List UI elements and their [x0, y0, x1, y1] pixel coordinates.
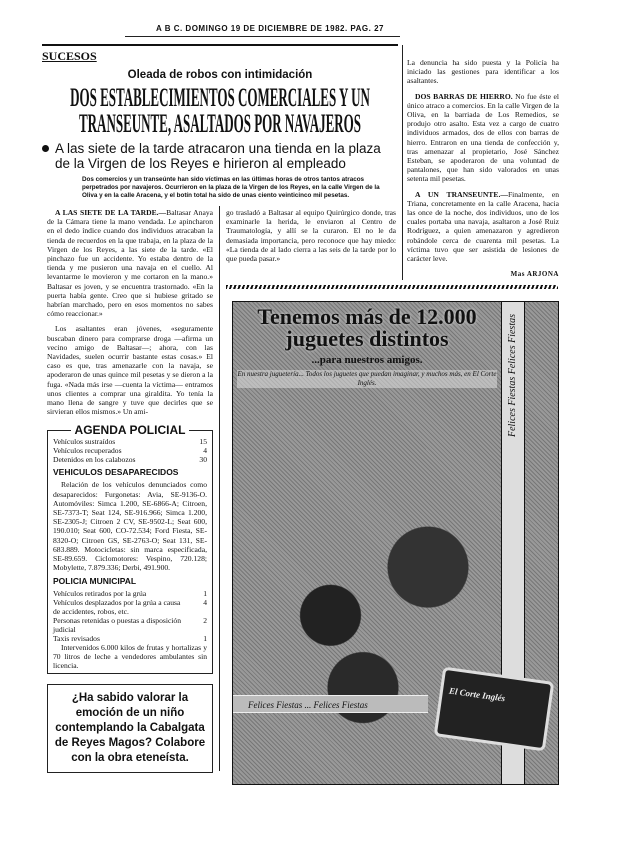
- header-rule: [125, 36, 400, 37]
- paragraph: [407, 190, 559, 264]
- stat-label: Taxis revisados: [53, 633, 100, 643]
- article-column-2: [226, 208, 396, 269]
- stat-row: [53, 616, 207, 634]
- stat-label: Personas retenidas o puestas a disposición judicial: [53, 615, 182, 634]
- stat-value: 2: [203, 615, 207, 625]
- stat-row: [53, 455, 207, 464]
- article-deck: [42, 141, 398, 171]
- stat-value: 1: [203, 588, 207, 598]
- paragraph-text: Los asaltantes eran jóvenes, «seguramente buscaban dinero para comprarse droga —afirma un vecino amigo de Baltasar—; ahora, con las Navidades, suelen ocurrir bastante estas cosas.» El caso es que, tras amenazarle con la navaja, se apoderaron de unas quince mil pesetas y se dieron a la fuga. «Nada más irse —cuenta la víctima— entramos unos clientes a comprar una giraldita. Yo tenía la mano llena de sangre y tuve que decirles que se sirvieran ellos mismos.» Un ami-: [47, 324, 213, 417]
- paragraph-text: Finalmente, en Triana, concretamente en la calle Aracena, hacia las once de la noche, dos individuos, uno de los cuales portaba una navaja, asaltaron a José Ruiz Rodríguez, a quien amenazaron y agredieron robándole cerca de cuarenta mil pesetas. La víctima tuvo que ser asistida de lesiones de carácter leve.: [407, 189, 559, 264]
- missing-vehicles-title: VEHICULOS DESAPARECIDOS: [53, 467, 179, 478]
- stat-label: Vehículos recuperados: [53, 446, 122, 456]
- article-kicker: Oleada de robos con intimidación: [127, 69, 313, 81]
- stat-value: 30: [199, 455, 207, 465]
- paragraph-lead: A UN TRANSEUNTE.—: [415, 189, 508, 199]
- stat-value: 1: [203, 633, 207, 643]
- paragraph-text: La denuncia ha sido puesta y la Policía ha iniciado las gestiones para identificar a los asaltantes.: [407, 58, 559, 86]
- page-header: A B C. DOMINGO 19 DE DICIEMBRE DE 1982. PAG. 27: [156, 24, 384, 33]
- stat-row: [53, 446, 207, 455]
- article-column-1: [47, 208, 213, 416]
- paragraph: [407, 92, 559, 184]
- article-top-block: [42, 44, 398, 200]
- stat-row: [53, 589, 207, 598]
- stat-row: [53, 598, 207, 616]
- paragraph-text: go trasladó a Baltasar al equipo Quirúrgico donde, tras examinarle la herida, le enviaron al Centro de Traumatología, y allí se la curaron. El no le da demasiada importancia, pero reconoce que hay miedo: «La tienda de al lado cierra a las seis de la tarde por lo que pueda pasar.»: [226, 208, 396, 264]
- agenda-title: AGENDA POLICIAL: [71, 423, 190, 437]
- section-rule: [42, 44, 398, 46]
- stat-label: Vehículos retirados por la grúa: [53, 588, 147, 598]
- section-label: SUCESOS: [42, 49, 97, 63]
- left-column-stack: [47, 208, 213, 773]
- missing-vehicles-text: Relación de los vehículos denunciados como desaparecidos: Furgonetas: Avia, SE-9136-O. Automóviles: Simca 1.200, SE-6866-A; Citroen, SE-7373-T; Seat 124, SE-916.966; Simca 1.200, SE-2305-J; Citroen 2 CV, SE-9502-L; Seat 600, 190.010; Seat 600, CO-72.534; Ford Fiesta, SE-8320-O; Citroen GS, SE-2763-O; Seat 131, SE-683.889. Motocicletas: sin marca especificada, SE-89.659. Ciclomotores: Vespino, 720.128; Mobylette, 7.879.336; Derbi, 491.900.: [53, 480, 207, 573]
- ad-banner: Felices Fiestas ... Felices Fiestas: [233, 695, 428, 713]
- municipal-text: Intervenidos 6.000 kilos de frutas y hortalizas y 70 litros de leche a vendedores ambulantes sin licencia.: [53, 642, 207, 670]
- paragraph-lead: A LAS SIETE DE LA TARDE.—: [55, 208, 167, 217]
- stat-row: [53, 634, 207, 643]
- ad-logo-sign: El Corte Inglés: [434, 667, 555, 752]
- column-divider: [402, 45, 403, 280]
- ad-title: Tenemos más de 12.000 juguetes distintos: [257, 304, 477, 351]
- promo-box: ¿Ha sabido valorar la emoción de un niño contemplando la Cabalgata de Reyes Magos? Colabore con la obra eteneísta.: [47, 684, 213, 773]
- municipal-title: POLICIA MUNICIPAL: [53, 575, 137, 586]
- deck-text: A las siete de la tarde atracaron una tienda en la plaza de la Virgen de los Reyes e hirieron al empleado: [55, 141, 381, 171]
- stat-value: 4: [203, 446, 207, 456]
- agenda-policial-box: [47, 423, 213, 674]
- ad-text-block: [237, 306, 497, 388]
- headline-container: [42, 85, 398, 139]
- stat-label: Vehículos desplazados por la grúa a causa de accidentes, robos, etc.: [53, 597, 181, 616]
- column-divider: [219, 206, 220, 771]
- paragraph: [47, 324, 213, 416]
- paragraph: [47, 208, 213, 318]
- stat-row: [53, 437, 207, 446]
- ribbon-text: Felices Fiestas Felices Fiestas: [507, 314, 518, 438]
- article-summary: Dos comercios y un transeúnte han sido víctimas en las últimas horas de otros tantos atracos perpetrados por navajeros. Ocurrieron en la plaza de la Virgen de los Reyes, en la calle Virgen de la Oliva y en la calle Aracena, y el botín total ha sido de unas ciento veinticinco mil pesetas.: [82, 176, 380, 199]
- ad-copy: En nuestra juguetería... Todos los juguetes que puedan imaginar, y muchos más, en El Corte Inglés.: [237, 370, 497, 387]
- paragraph-text: Baltasar Anaya de la Cámara tiene la mano vendada. Le apincharon en el dedo índice cuando dos individuos atracaban la tienda de recuerdos en la que trabaja, en la plaza de la Virgen de los Reyes, a las siete de la tarde. «El pinchazo fue un accidente. Yo estaba dentro de la tienda y me pusieron una navaja en el cuello. Al levantarme le movieron y me cortaron en la mano.» Baltasar es joven, y se encuentra trastornado. «En la puerta había gente. Creo que si hubiese gritado se habrían marchado, pero en esos momentos no sabes cómo reaccionar.»: [47, 208, 213, 319]
- stat-value: 15: [199, 437, 207, 447]
- paragraph-lead: DOS BARRAS DE HIERRO.: [415, 91, 513, 101]
- stat-label: Detenidos en los calabozos: [53, 455, 136, 465]
- stat-label: Vehículos sustraídos: [53, 437, 116, 447]
- paragraph-text: No fue éste el único atraco a comercios. En la calle Virgen de la Oliva, en la barriada de Los Remedios, se produjo otro asalto. Esta vez a cargo de cuatro individuos armados, dos de ellos con barras de hierro. Entraron en una tienda de confección y, tras amenazar al propietario, José Sánchez Esteban, se apoderaron de una voluntad de pantalones, que han sido valorados en unas setenta mil pesetas.: [407, 91, 559, 184]
- article-headline: DOS ESTABLECIMIENTOS COMERCIALES Y UN TRANSEUNTE, ASALTADOS POR NAVAJEROS: [70, 83, 370, 138]
- stat-value: 4: [203, 597, 207, 607]
- bullet-icon: [42, 145, 49, 152]
- byline: Mas ARJONA: [510, 270, 559, 279]
- article-column-3: [407, 58, 559, 279]
- decorative-rule: [226, 285, 558, 289]
- toy-advertisement: [232, 301, 559, 785]
- ad-subtitle: ...para nuestros amigos.: [311, 354, 423, 366]
